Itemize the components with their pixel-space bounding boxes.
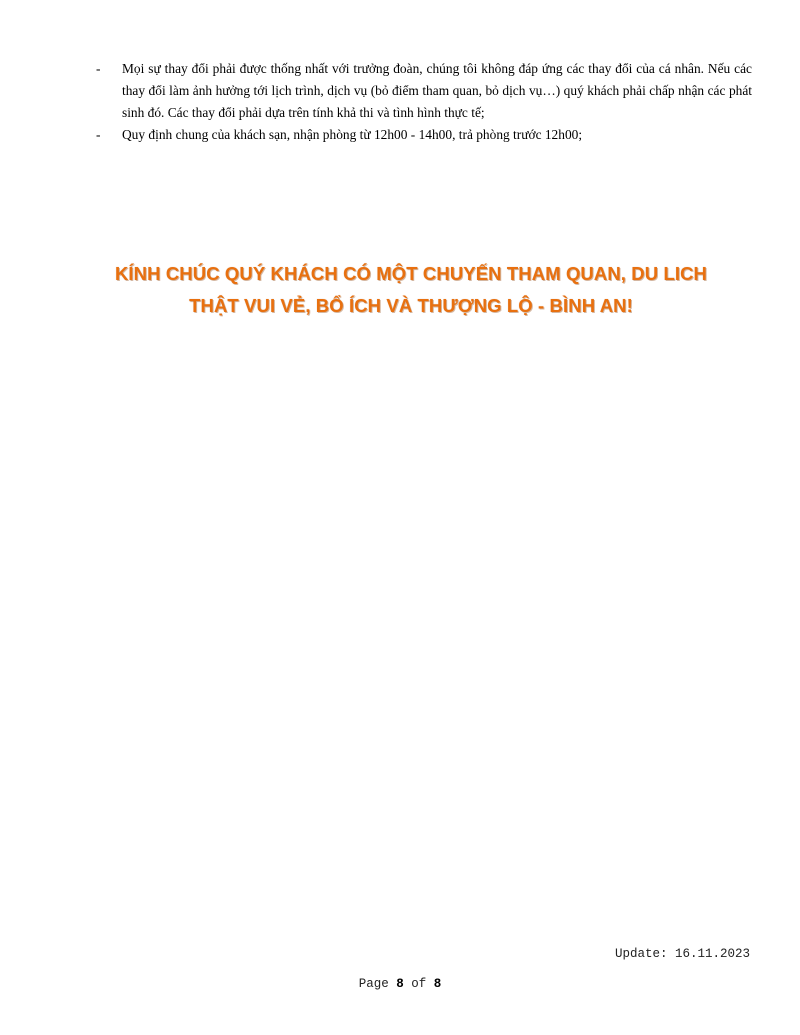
- bullet-text-hotel-checkin: Quy định chung của khách sạn, nhận phòng từ 12h00 - 14h00, trả phòng trước 12h00;: [122, 127, 583, 142]
- page-current: 8: [396, 977, 404, 991]
- page-of-label: of: [411, 977, 427, 991]
- terms-bullet-list: [96, 58, 752, 146]
- page-label: Page: [358, 977, 389, 991]
- bullet-marker: -: [96, 61, 101, 76]
- update-date: Update: 16.11.2023: [614, 947, 750, 961]
- greeting-line-2: THẬT VUI VẺ, BỔ ÍCH VÀ THƯỢNG LỘ - BÌNH AN!: [189, 295, 633, 316]
- bullet-item-group-changes: [96, 58, 752, 124]
- greeting-line-1: KÍNH CHÚC QUÝ KHÁCH CÓ MỘT CHUYẾN THAM QUAN, DU LICH: [114, 263, 708, 284]
- closing-greeting: [40, 258, 782, 322]
- bullet-text-group-changes: Mọi sự thay đổi phải được thống nhất với trưởng đoàn, chúng tôi không đáp ứng các thay đổi của cá nhân. Nếu các thay đổi làm ảnh hưởng tới lịch trình, dịch vụ (bỏ điểm tham quan, bỏ dịch vụ…) quý khách phải chấp nhận các phát sinh đó. Các thay đổi phải dựa trên tính khả thi và tình hình thực tế;: [122, 61, 752, 120]
- page-total: 8: [433, 977, 442, 991]
- bullet-marker: -: [96, 127, 101, 142]
- bullet-item-hotel-checkin: [96, 124, 752, 146]
- page-number-footer: [0, 977, 800, 991]
